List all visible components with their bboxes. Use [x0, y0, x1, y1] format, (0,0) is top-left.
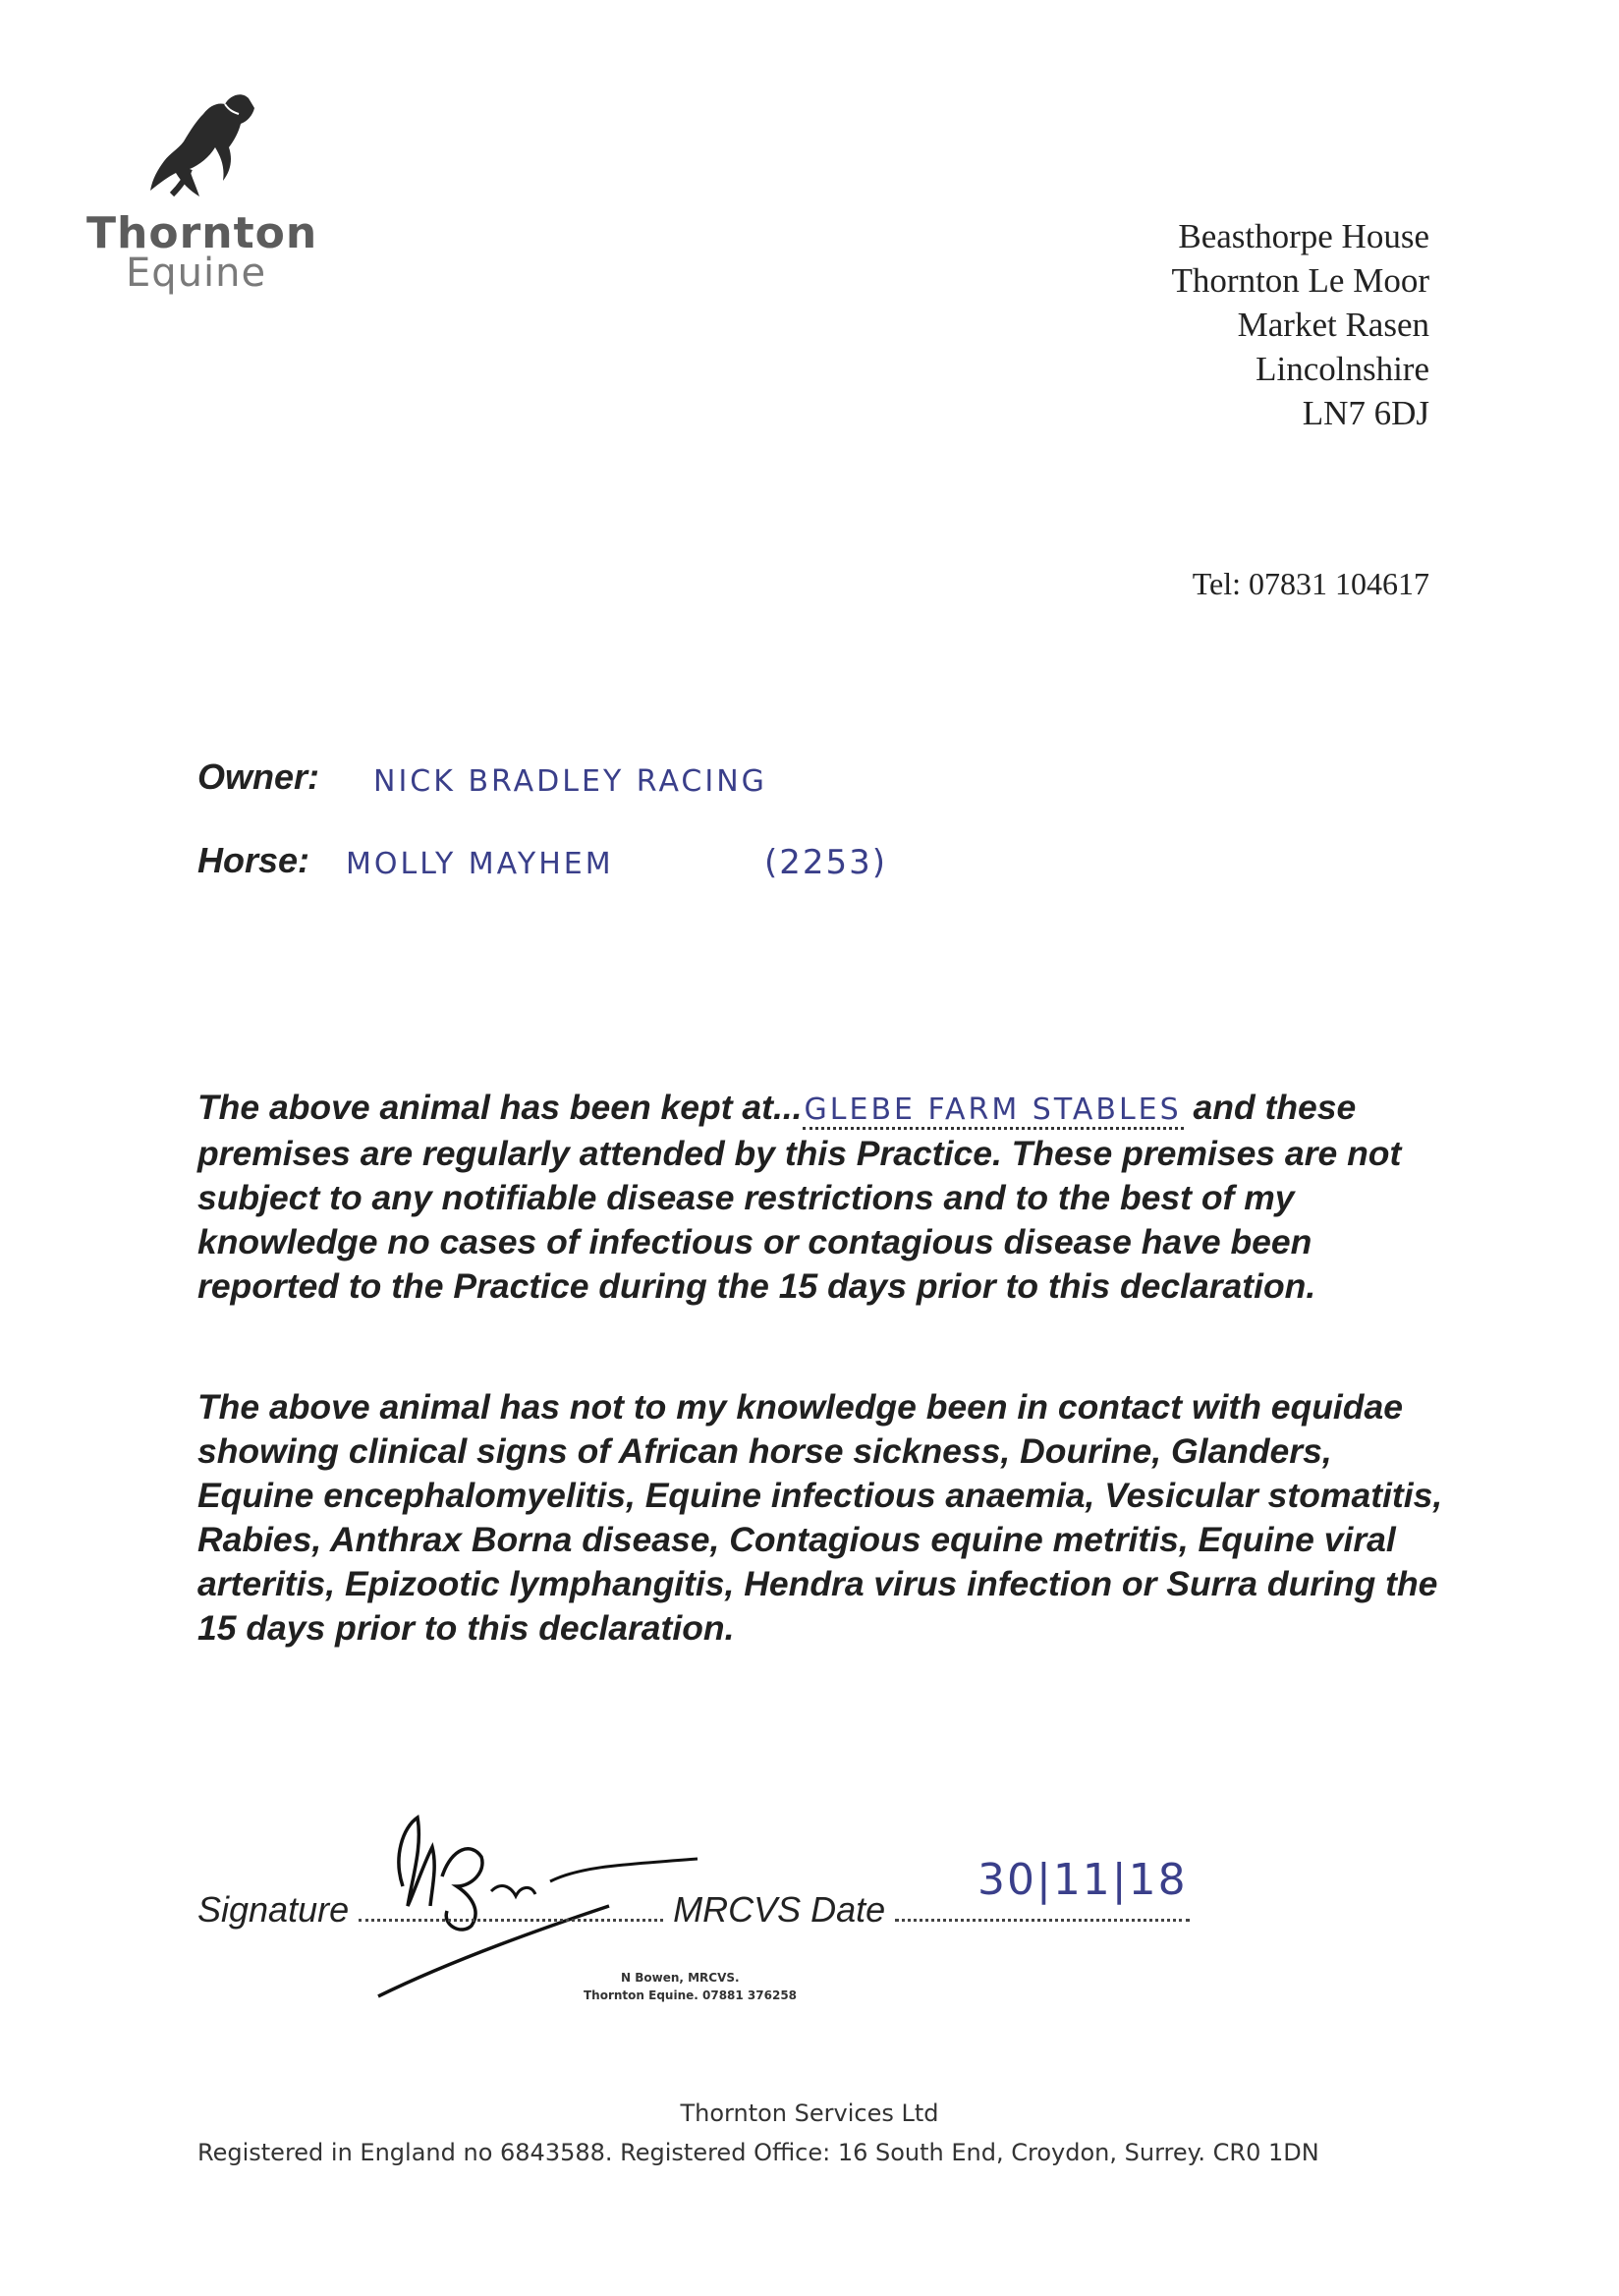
signature-stamp-name: N Bowen, MRCVS.: [621, 1971, 740, 1985]
address-line: LN7 6DJ: [1302, 394, 1429, 432]
owner-label: Owner:: [197, 756, 320, 797]
footer-registration: Registered in England no 6843588. Registered Office: 16 South End, Croydon, Surrey. CR0 1DN: [197, 2139, 1319, 2166]
declaration-paragraph-contact: The above animal has not to my knowledge been in contact with equidae showing clinical signs of African horse sickness, Dourine, Glanders, Equine encephalomyelitis, Equine infectious anaemia, Vesicular stomatitis, Rabies, Anthrax Borna disease, Contagious equine metritis, Equine viral arteritis, Epizootic lymphangitis, Hendra virus infection or Surra during the 15 days prior to this declaration.: [197, 1387, 1443, 1648]
premises-value: GLEBE FARM STABLES: [803, 1092, 1184, 1130]
horse-label: Horse:: [197, 840, 310, 880]
mrcvs-date-label: MRCVS Date: [673, 1889, 886, 1930]
telephone-number: Tel: 07831 104617: [1192, 566, 1429, 601]
date-line: [895, 1915, 1190, 1922]
declaration-paragraph-premises: [197, 1086, 1445, 1309]
paragraph-text: The above animal has been kept at...: [197, 1088, 803, 1127]
company-logo: [86, 88, 342, 305]
owner-value: NICK BRADLEY RACING: [373, 764, 767, 799]
date-value: 30|11|18: [977, 1855, 1188, 1905]
signature-line: [359, 1915, 663, 1922]
signature-label: Signature: [197, 1889, 350, 1930]
footer-company-name: Thornton Services Ltd: [680, 2100, 939, 2127]
logo-word-equine: Equine: [126, 251, 267, 296]
horse-name: MOLLY MAYHEM: [346, 847, 614, 881]
address-line: Beasthorpe House: [1178, 217, 1429, 255]
practice-address: [1172, 214, 1429, 435]
logo-word-thornton: Thornton: [86, 208, 318, 258]
paragraph-text: and these premises are regularly attended by this Practice. These premises are not subject to any notifiable disease restrictions and to the best of my knowledge no cases of infectious or contagious disease have been reported to the Practice during the 15 days prior to this declaration.: [197, 1088, 1402, 1306]
address-line: Market Rasen: [1237, 306, 1429, 344]
signature-stamp-practice: Thornton Equine. 07881 376258: [584, 1988, 798, 2002]
horse-number: (2253): [764, 843, 888, 882]
address-line: Thornton Le Moor: [1171, 261, 1429, 300]
horse-logo-icon: [131, 88, 278, 216]
address-line: Lincolnshire: [1256, 350, 1429, 388]
